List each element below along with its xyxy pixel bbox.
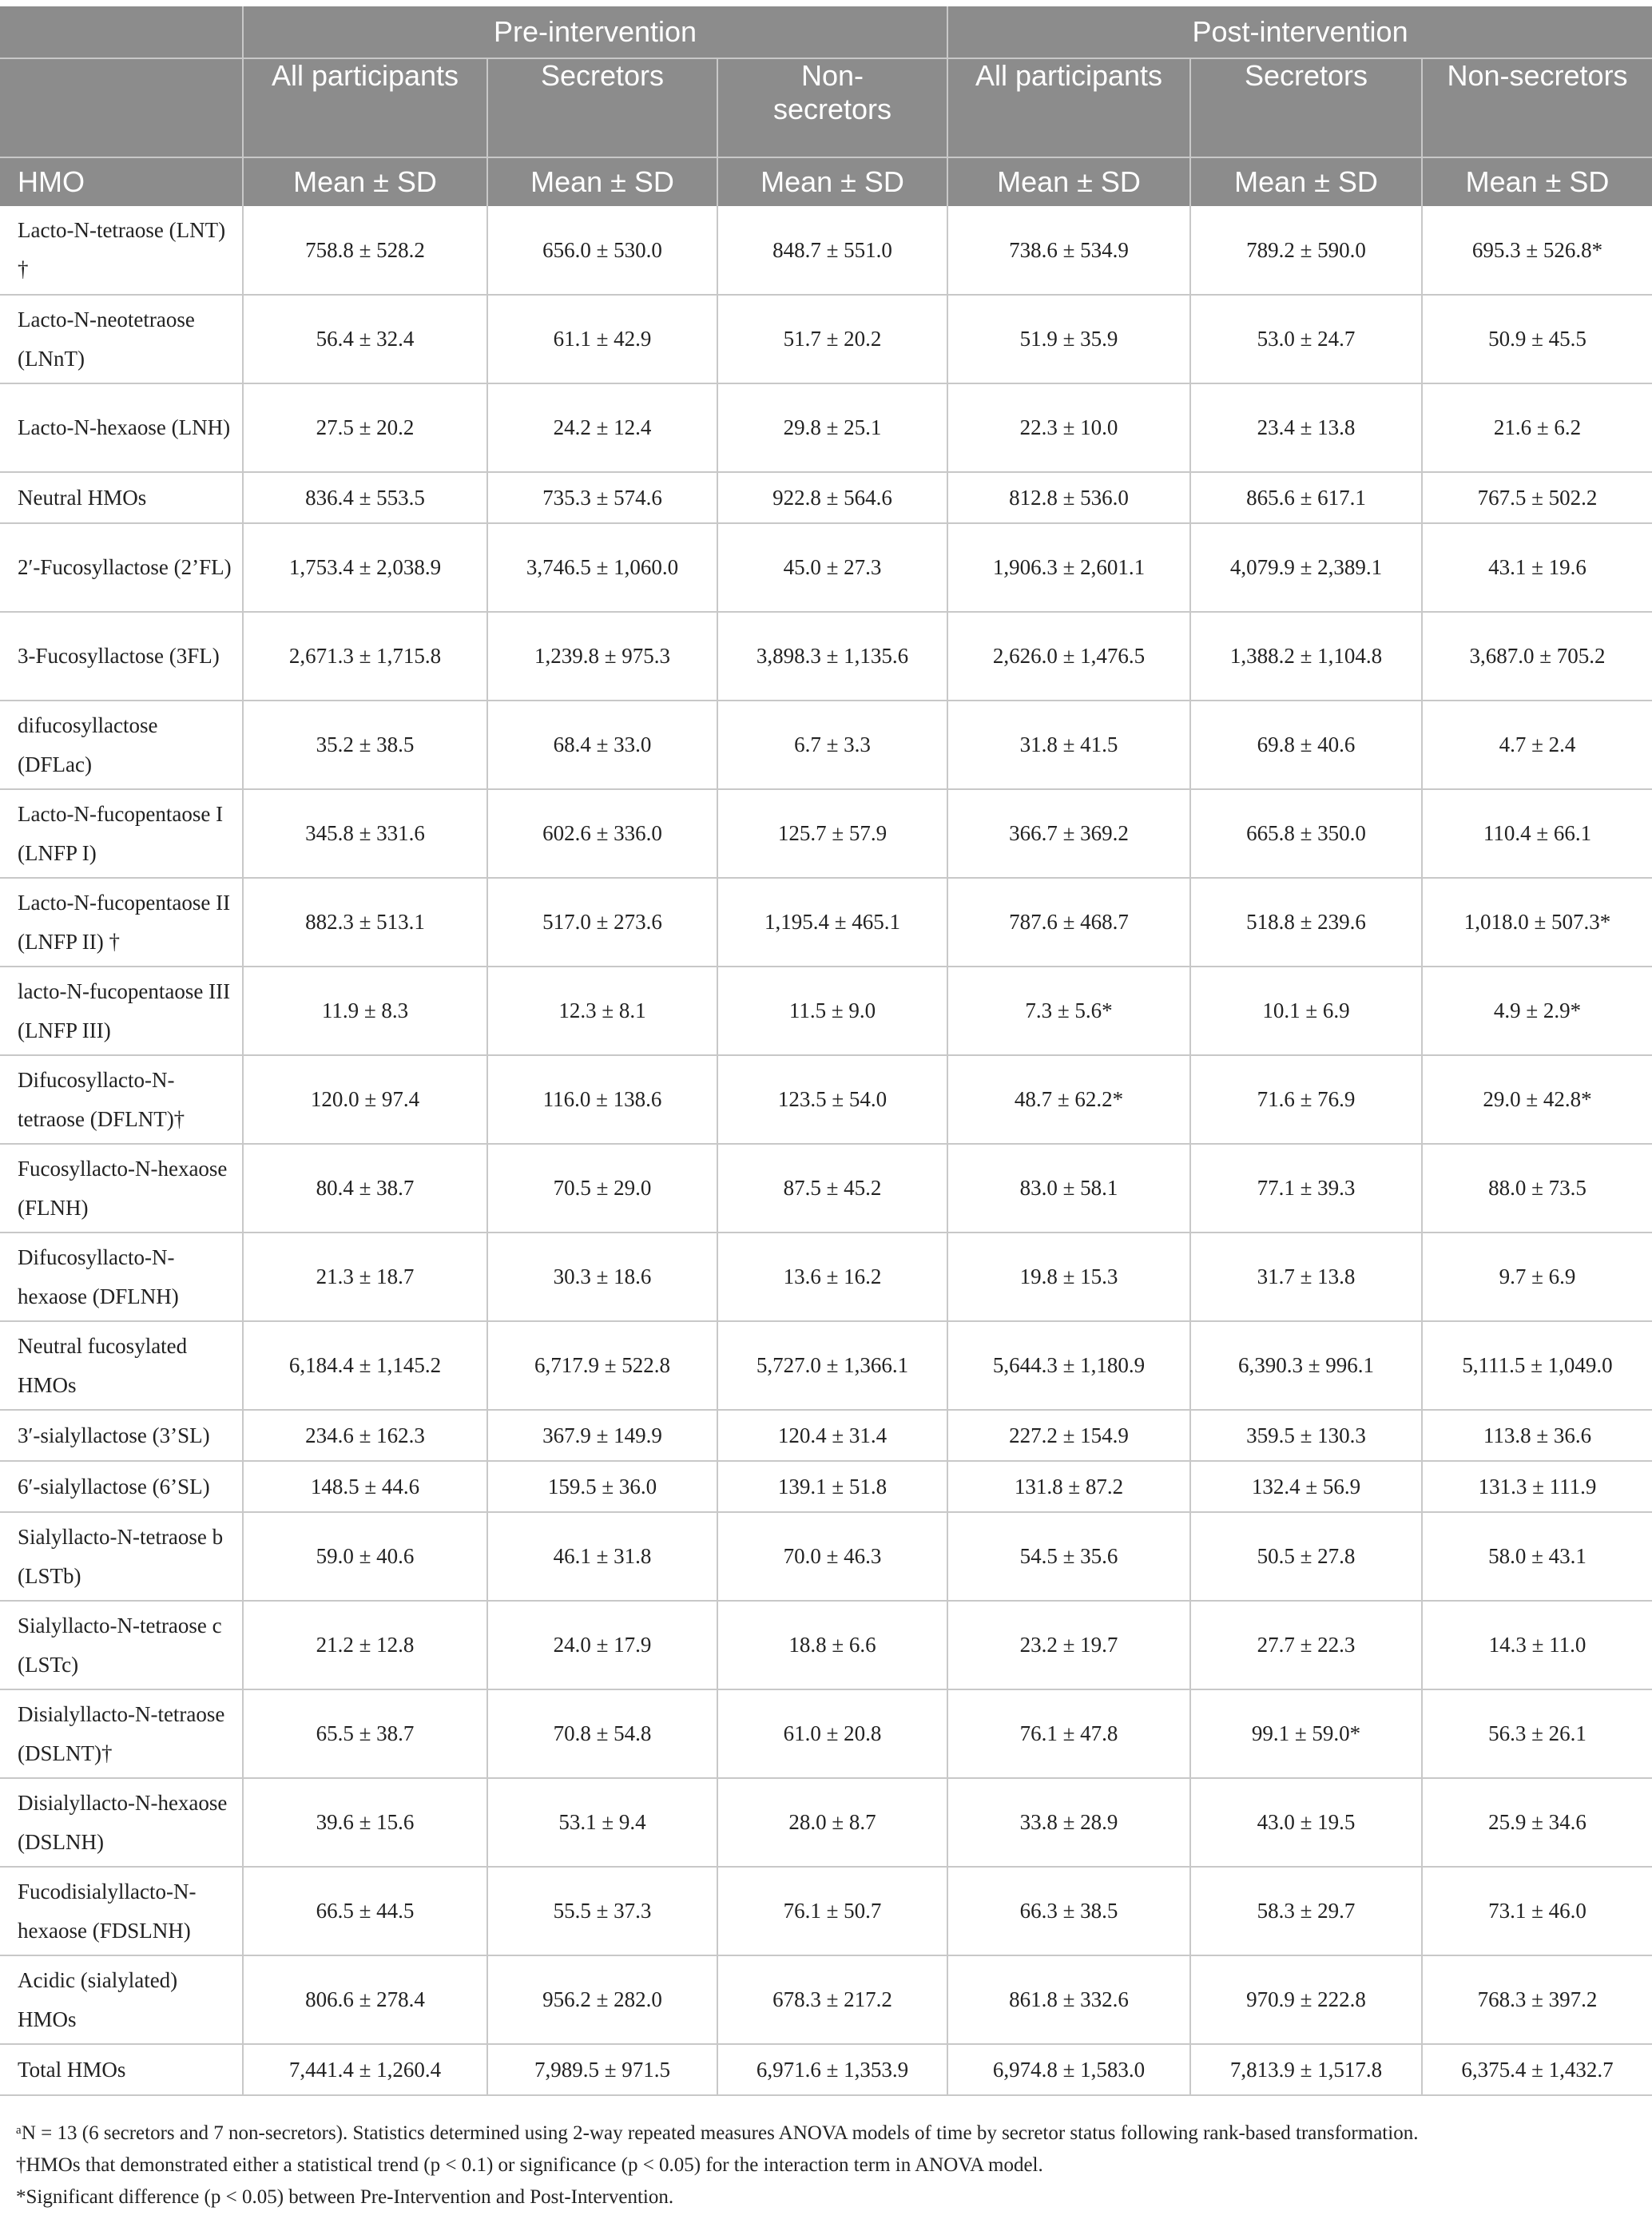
value-cell: 19.8 ± 15.3 xyxy=(947,1233,1190,1321)
value-cell: 7,441.4 ± 1,260.4 xyxy=(243,2044,487,2095)
table-row xyxy=(0,789,1652,878)
table-row xyxy=(0,1321,1652,1410)
value-cell: 123.5 ± 54.0 xyxy=(717,1055,947,1144)
value-cell: 58.3 ± 29.7 xyxy=(1190,1867,1422,1955)
subgroup-header: Secretors xyxy=(487,58,717,157)
hmo-name-cell: Lacto-N-neotetraose (LNnT) xyxy=(0,295,243,383)
value-cell: 80.4 ± 38.7 xyxy=(243,1144,487,1233)
hmo-name-cell: 3-Fucosyllactose (3FL) xyxy=(0,612,243,701)
value-cell: 10.1 ± 6.9 xyxy=(1190,967,1422,1055)
value-cell: 70.5 ± 29.0 xyxy=(487,1144,717,1233)
value-cell: 956.2 ± 282.0 xyxy=(487,1955,717,2044)
hmo-name-cell: Difucosyllacto-N-hexaose (DFLNH) xyxy=(0,1233,243,1321)
value-cell: 789.2 ± 590.0 xyxy=(1190,206,1422,295)
value-cell: 517.0 ± 273.6 xyxy=(487,878,717,967)
value-cell: 25.9 ± 34.6 xyxy=(1422,1778,1652,1867)
table-row xyxy=(0,1233,1652,1321)
header-blank xyxy=(0,58,243,157)
value-cell: 99.1 ± 59.0* xyxy=(1190,1689,1422,1778)
subgroup-header: Secretors xyxy=(1190,58,1422,157)
value-cell: 50.5 ± 27.8 xyxy=(1190,1512,1422,1601)
value-cell: 6,717.9 ± 522.8 xyxy=(487,1321,717,1410)
value-cell: 656.0 ± 530.0 xyxy=(487,206,717,295)
value-cell: 139.1 ± 51.8 xyxy=(717,1461,947,1512)
value-cell: 7,989.5 ± 971.5 xyxy=(487,2044,717,2095)
table-row xyxy=(0,472,1652,523)
value-cell: 69.8 ± 40.6 xyxy=(1190,701,1422,789)
hmo-name-cell: Lacto-N-hexaose (LNH) xyxy=(0,383,243,472)
value-cell: 2,671.3 ± 1,715.8 xyxy=(243,612,487,701)
value-cell: 366.7 ± 369.2 xyxy=(947,789,1190,878)
column-header-row xyxy=(0,157,1652,206)
hmo-name-cell: Difucosyllacto-N-tetraose (DFLNT)† xyxy=(0,1055,243,1144)
value-cell: 767.5 ± 502.2 xyxy=(1422,472,1652,523)
value-cell: 768.3 ± 397.2 xyxy=(1422,1955,1652,2044)
value-cell: 6.7 ± 3.3 xyxy=(717,701,947,789)
value-cell: 70.8 ± 54.8 xyxy=(487,1689,717,1778)
stat-column-header: Mean ± SD xyxy=(487,157,717,206)
value-cell: 83.0 ± 58.1 xyxy=(947,1144,1190,1233)
hmo-name-cell: 6′-sialyllactose (6’SL) xyxy=(0,1461,243,1512)
value-cell: 2,626.0 ± 1,476.5 xyxy=(947,612,1190,701)
hmo-name-cell: Acidic (sialylated) HMOs xyxy=(0,1955,243,2044)
value-cell: 861.8 ± 332.6 xyxy=(947,1955,1190,2044)
value-cell: 738.6 ± 534.9 xyxy=(947,206,1190,295)
value-cell: 56.3 ± 26.1 xyxy=(1422,1689,1652,1778)
value-cell: 46.1 ± 31.8 xyxy=(487,1512,717,1601)
subgroup-header-row xyxy=(0,58,1652,157)
value-cell: 6,971.6 ± 1,353.9 xyxy=(717,2044,947,2095)
value-cell: 159.5 ± 36.0 xyxy=(487,1461,717,1512)
table-row xyxy=(0,1689,1652,1778)
value-cell: 29.8 ± 25.1 xyxy=(717,383,947,472)
value-cell: 66.5 ± 44.5 xyxy=(243,1867,487,1955)
table-row xyxy=(0,383,1652,472)
hmo-name-cell: 3′-sialyllactose (3’SL) xyxy=(0,1410,243,1461)
table-row xyxy=(0,1144,1652,1233)
value-cell: 922.8 ± 564.6 xyxy=(717,472,947,523)
value-cell: 735.3 ± 574.6 xyxy=(487,472,717,523)
value-cell: 131.8 ± 87.2 xyxy=(947,1461,1190,1512)
hmo-name-cell: Neutral HMOs xyxy=(0,472,243,523)
value-cell: 88.0 ± 73.5 xyxy=(1422,1144,1652,1233)
stat-column-header: Mean ± SD xyxy=(1190,157,1422,206)
value-cell: 1,753.4 ± 2,038.9 xyxy=(243,523,487,612)
hmo-name-cell: Sialyllacto-N-tetraose b (LSTb) xyxy=(0,1512,243,1601)
table-row xyxy=(0,1778,1652,1867)
table-row xyxy=(0,1055,1652,1144)
value-cell: 6,390.3 ± 996.1 xyxy=(1190,1321,1422,1410)
hmo-name-cell: Sialyllacto-N-tetraose c (LSTc) xyxy=(0,1601,243,1689)
value-cell: 1,018.0 ± 507.3* xyxy=(1422,878,1652,967)
value-cell: 48.7 ± 62.2* xyxy=(947,1055,1190,1144)
value-cell: 113.8 ± 36.6 xyxy=(1422,1410,1652,1461)
value-cell: 23.4 ± 13.8 xyxy=(1190,383,1422,472)
value-cell: 14.3 ± 11.0 xyxy=(1422,1601,1652,1689)
value-cell: 6,184.4 ± 1,145.2 xyxy=(243,1321,487,1410)
hmo-name-cell: Neutral fucosylated HMOs xyxy=(0,1321,243,1410)
value-cell: 848.7 ± 551.0 xyxy=(717,206,947,295)
hmo-name-cell: Lacto-N-fucopentaose II (LNFP II) † xyxy=(0,878,243,967)
value-cell: 33.8 ± 28.9 xyxy=(947,1778,1190,1867)
value-cell: 3,898.3 ± 1,135.6 xyxy=(717,612,947,701)
value-cell: 28.0 ± 8.7 xyxy=(717,1778,947,1867)
stat-column-header: Mean ± SD xyxy=(717,157,947,206)
value-cell: 120.0 ± 97.4 xyxy=(243,1055,487,1144)
value-cell: 71.6 ± 76.9 xyxy=(1190,1055,1422,1144)
value-cell: 24.0 ± 17.9 xyxy=(487,1601,717,1689)
value-cell: 116.0 ± 138.6 xyxy=(487,1055,717,1144)
value-cell: 6,375.4 ± 1,432.7 xyxy=(1422,2044,1652,2095)
subgroup-header: Non-secretors xyxy=(1422,58,1652,157)
value-cell: 21.6 ± 6.2 xyxy=(1422,383,1652,472)
value-cell: 56.4 ± 32.4 xyxy=(243,295,487,383)
stat-column-header: Mean ± SD xyxy=(1422,157,1652,206)
value-cell: 51.7 ± 20.2 xyxy=(717,295,947,383)
table-row xyxy=(0,523,1652,612)
hmo-table xyxy=(0,6,1652,2096)
table-header xyxy=(0,6,1652,206)
value-cell: 50.9 ± 45.5 xyxy=(1422,295,1652,383)
value-cell: 11.9 ± 8.3 xyxy=(243,967,487,1055)
value-cell: 131.3 ± 111.9 xyxy=(1422,1461,1652,1512)
value-cell: 70.0 ± 46.3 xyxy=(717,1512,947,1601)
footnote: *Significant difference (p < 0.05) between Pre-Intervention and Post-Intervention. xyxy=(16,2186,674,2208)
table-row xyxy=(0,1410,1652,1461)
value-cell: 68.4 ± 33.0 xyxy=(487,701,717,789)
value-cell: 970.9 ± 222.8 xyxy=(1190,1955,1422,2044)
pre-intervention-header: Pre-intervention xyxy=(243,6,947,58)
value-cell: 1,195.4 ± 465.1 xyxy=(717,878,947,967)
value-cell: 45.0 ± 27.3 xyxy=(717,523,947,612)
value-cell: 9.7 ± 6.9 xyxy=(1422,1233,1652,1321)
value-cell: 4.7 ± 2.4 xyxy=(1422,701,1652,789)
value-cell: 39.6 ± 15.6 xyxy=(243,1778,487,1867)
value-cell: 87.5 ± 45.2 xyxy=(717,1144,947,1233)
value-cell: 12.3 ± 8.1 xyxy=(487,967,717,1055)
table-row xyxy=(0,2044,1652,2095)
value-cell: 787.6 ± 468.7 xyxy=(947,878,1190,967)
value-cell: 7,813.9 ± 1,517.8 xyxy=(1190,2044,1422,2095)
value-cell: 4,079.9 ± 2,389.1 xyxy=(1190,523,1422,612)
value-cell: 836.4 ± 553.5 xyxy=(243,472,487,523)
hmo-name-cell: Disialyllacto-N-hexaose (DSLNH) xyxy=(0,1778,243,1867)
value-cell: 11.5 ± 9.0 xyxy=(717,967,947,1055)
hmo-name-cell: Total HMOs xyxy=(0,2044,243,2095)
table-row xyxy=(0,1601,1652,1689)
value-cell: 54.5 ± 35.6 xyxy=(947,1512,1190,1601)
table-row xyxy=(0,295,1652,383)
value-cell: 61.1 ± 42.9 xyxy=(487,295,717,383)
value-cell: 1,239.8 ± 975.3 xyxy=(487,612,717,701)
value-cell: 76.1 ± 47.8 xyxy=(947,1689,1190,1778)
value-cell: 5,727.0 ± 1,366.1 xyxy=(717,1321,947,1410)
value-cell: 120.4 ± 31.4 xyxy=(717,1410,947,1461)
value-cell: 53.0 ± 24.7 xyxy=(1190,295,1422,383)
value-cell: 125.7 ± 57.9 xyxy=(717,789,947,878)
value-cell: 53.1 ± 9.4 xyxy=(487,1778,717,1867)
hmo-name-cell: Lacto-N-fucopentaose I (LNFP I) xyxy=(0,789,243,878)
hmo-name-cell: lacto-N-fucopentaose III (LNFP III) xyxy=(0,967,243,1055)
value-cell: 6,974.8 ± 1,583.0 xyxy=(947,2044,1190,2095)
value-cell: 812.8 ± 536.0 xyxy=(947,472,1190,523)
hmo-name-cell: Fucosyllacto-N-hexaose (FLNH) xyxy=(0,1144,243,1233)
hmo-name-cell: Lacto-N-tetraose (LNT) † xyxy=(0,206,243,295)
value-cell: 43.0 ± 19.5 xyxy=(1190,1778,1422,1867)
table-row xyxy=(0,612,1652,701)
hmo-column-header: HMO xyxy=(0,157,243,206)
value-cell: 806.6 ± 278.4 xyxy=(243,1955,487,2044)
value-cell: 1,906.3 ± 2,601.1 xyxy=(947,523,1190,612)
value-cell: 24.2 ± 12.4 xyxy=(487,383,717,472)
value-cell: 18.8 ± 6.6 xyxy=(717,1601,947,1689)
value-cell: 22.3 ± 10.0 xyxy=(947,383,1190,472)
value-cell: 58.0 ± 43.1 xyxy=(1422,1512,1652,1601)
value-cell: 76.1 ± 50.7 xyxy=(717,1867,947,1955)
table-row xyxy=(0,701,1652,789)
value-cell: 882.3 ± 513.1 xyxy=(243,878,487,967)
value-cell: 695.3 ± 526.8* xyxy=(1422,206,1652,295)
value-cell: 234.6 ± 162.3 xyxy=(243,1410,487,1461)
value-cell: 27.7 ± 22.3 xyxy=(1190,1601,1422,1689)
subgroup-header: Non-secretors xyxy=(717,58,947,157)
value-cell: 3,687.0 ± 705.2 xyxy=(1422,612,1652,701)
value-cell: 23.2 ± 19.7 xyxy=(947,1601,1190,1689)
value-cell: 77.1 ± 39.3 xyxy=(1190,1144,1422,1233)
value-cell: 758.8 ± 528.2 xyxy=(243,206,487,295)
value-cell: 5,644.3 ± 1,180.9 xyxy=(947,1321,1190,1410)
stat-column-header: Mean ± SD xyxy=(947,157,1190,206)
value-cell: 5,111.5 ± 1,049.0 xyxy=(1422,1321,1652,1410)
value-cell: 51.9 ± 35.9 xyxy=(947,295,1190,383)
value-cell: 31.8 ± 41.5 xyxy=(947,701,1190,789)
header-blank xyxy=(0,6,243,58)
value-cell: 132.4 ± 56.9 xyxy=(1190,1461,1422,1512)
hmo-name-cell: difucosyllactose (DFLac) xyxy=(0,701,243,789)
table-row xyxy=(0,1955,1652,2044)
value-cell: 345.8 ± 331.6 xyxy=(243,789,487,878)
value-cell: 7.3 ± 5.6* xyxy=(947,967,1190,1055)
value-cell: 43.1 ± 19.6 xyxy=(1422,523,1652,612)
group-header-row xyxy=(0,6,1652,58)
hmo-name-cell: Disialyllacto-N-tetraose (DSLNT)† xyxy=(0,1689,243,1778)
value-cell: 602.6 ± 336.0 xyxy=(487,789,717,878)
table-row xyxy=(0,967,1652,1055)
value-cell: 27.5 ± 20.2 xyxy=(243,383,487,472)
table-footnotes xyxy=(16,2118,1638,2213)
value-cell: 73.1 ± 46.0 xyxy=(1422,1867,1652,1955)
value-cell: 227.2 ± 154.9 xyxy=(947,1410,1190,1461)
value-cell: 13.6 ± 16.2 xyxy=(717,1233,947,1321)
value-cell: 148.5 ± 44.6 xyxy=(243,1461,487,1512)
value-cell: 35.2 ± 38.5 xyxy=(243,701,487,789)
value-cell: 359.5 ± 130.3 xyxy=(1190,1410,1422,1461)
value-cell: 59.0 ± 40.6 xyxy=(243,1512,487,1601)
value-cell: 55.5 ± 37.3 xyxy=(487,1867,717,1955)
value-cell: 678.3 ± 217.2 xyxy=(717,1955,947,2044)
hmo-name-cell: 2′-Fucosyllactose (2’FL) xyxy=(0,523,243,612)
value-cell: 65.5 ± 38.7 xyxy=(243,1689,487,1778)
value-cell: 865.6 ± 617.1 xyxy=(1190,472,1422,523)
value-cell: 518.8 ± 239.6 xyxy=(1190,878,1422,967)
value-cell: 21.3 ± 18.7 xyxy=(243,1233,487,1321)
table-row xyxy=(0,1461,1652,1512)
subgroup-header: All participants xyxy=(947,58,1190,157)
footnote: †HMOs that demonstrated either a statistical trend (p < 0.1) or significance (p < 0.05) for the interaction term in ANOVA model. xyxy=(16,2154,1043,2176)
value-cell: 21.2 ± 12.8 xyxy=(243,1601,487,1689)
value-cell: 30.3 ± 18.6 xyxy=(487,1233,717,1321)
table-row xyxy=(0,206,1652,295)
table-row xyxy=(0,1512,1652,1601)
table-row xyxy=(0,878,1652,967)
value-cell: 665.8 ± 350.0 xyxy=(1190,789,1422,878)
table-row xyxy=(0,1867,1652,1955)
value-cell: 29.0 ± 42.8* xyxy=(1422,1055,1652,1144)
value-cell: 66.3 ± 38.5 xyxy=(947,1867,1190,1955)
hmo-name-cell: Fucodisialyllacto-N-hexaose (FDSLNH) xyxy=(0,1867,243,1955)
post-intervention-header: Post-intervention xyxy=(947,6,1652,58)
stat-column-header: Mean ± SD xyxy=(243,157,487,206)
footnote: ᵃN = 13 (6 secretors and 7 non-secretors). Statistics determined using 2-way repeated measures ANOVA models of time by secretor status following rank-based transformation. xyxy=(16,2122,1419,2144)
value-cell: 31.7 ± 13.8 xyxy=(1190,1233,1422,1321)
table-body xyxy=(0,206,1652,2095)
value-cell: 367.9 ± 149.9 xyxy=(487,1410,717,1461)
value-cell: 4.9 ± 2.9* xyxy=(1422,967,1652,1055)
subgroup-header: All participants xyxy=(243,58,487,157)
value-cell: 61.0 ± 20.8 xyxy=(717,1689,947,1778)
value-cell: 3,746.5 ± 1,060.0 xyxy=(487,523,717,612)
value-cell: 110.4 ± 66.1 xyxy=(1422,789,1652,878)
value-cell: 1,388.2 ± 1,104.8 xyxy=(1190,612,1422,701)
